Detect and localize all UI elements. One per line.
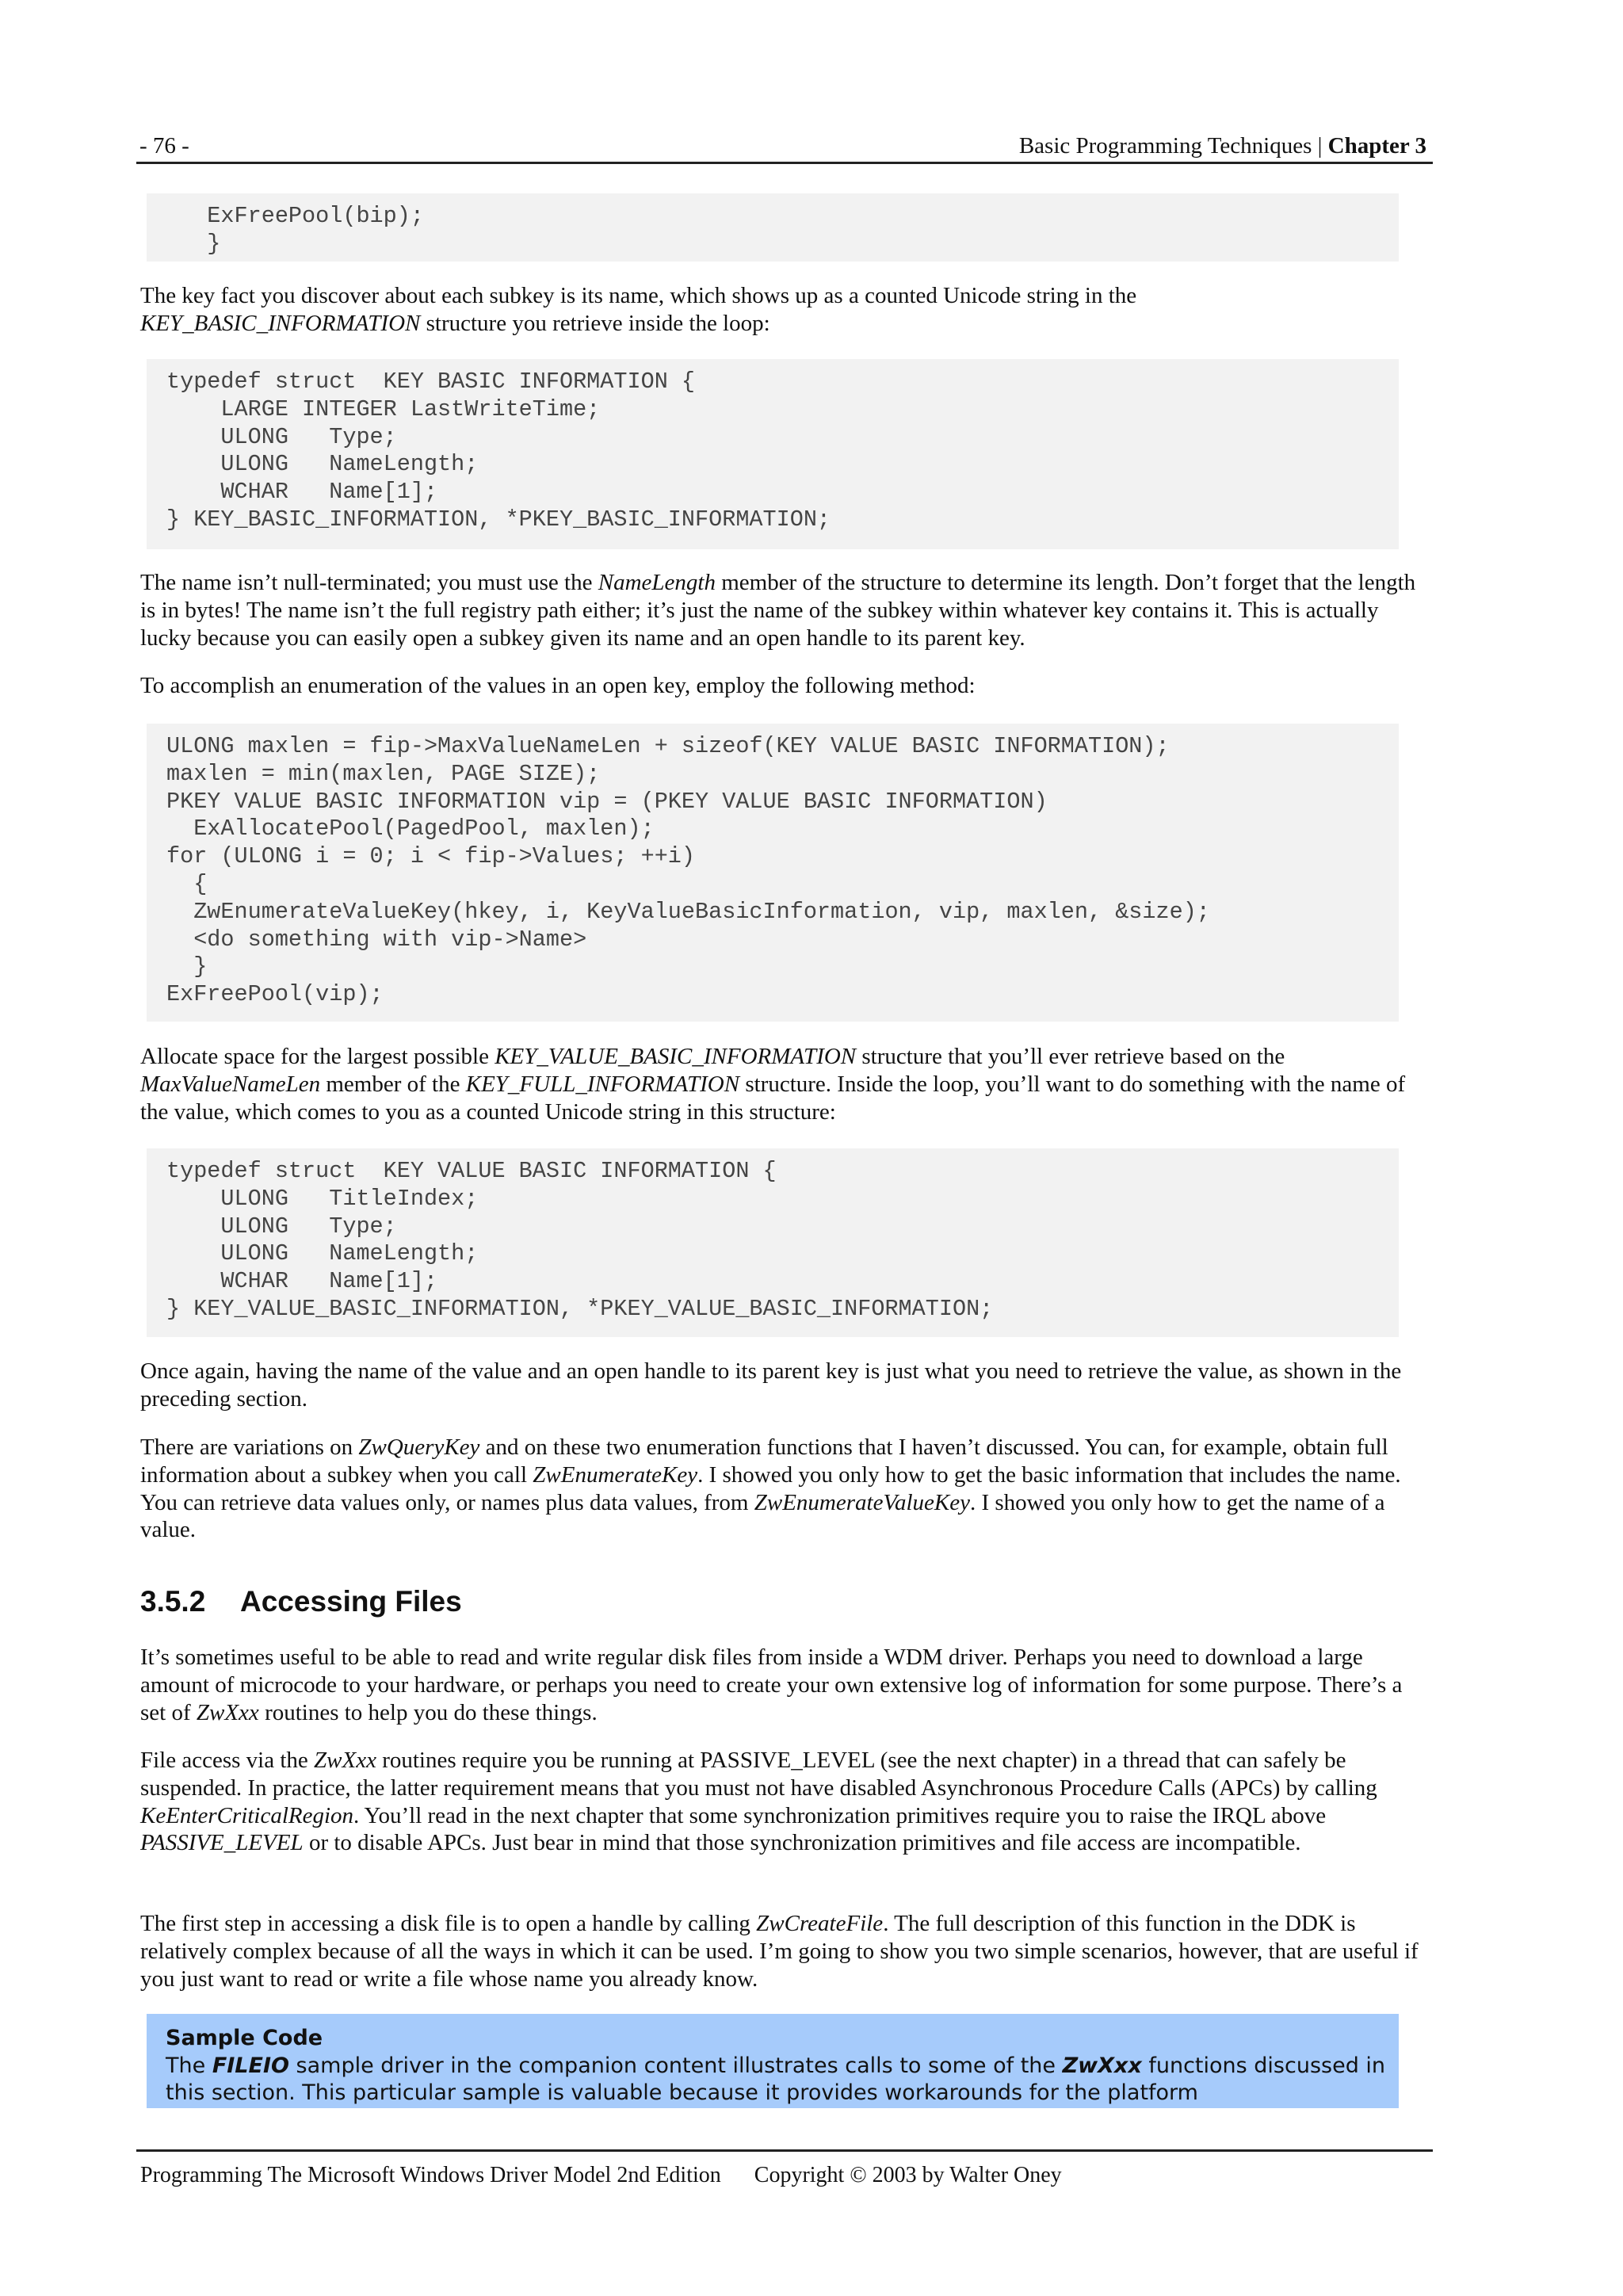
chapter-label: Chapter 3 bbox=[1327, 133, 1426, 159]
paragraph-enumerate-values: To accomplish an enumeration of the values in an open key, employ the following method: bbox=[140, 673, 976, 698]
code-block-key-value-basic-information: typedef struct KEY VALUE BASIC INFORMATION { ULONG TitleIndex; ULONG Type; ULONG NameLength; WCHAR Name[1]; } KEY_VALUE_BASIC_INFORMATION, *PKEY_VALUE_BASIC_INFORMATION; bbox=[147, 1148, 1399, 1337]
section-title: Basic Programming Techniques | bbox=[1018, 133, 1328, 159]
sample-code-title: Sample Code bbox=[166, 2026, 323, 2050]
sample-code-text: The FILEIO sample driver in the companion content illustrates calls to some of the ZwXxx functions discussed in this section. This particular sample is valuable because it provides workarounds for the platform bbox=[166, 2053, 1386, 2106]
footer-copyright: Copyright © 2003 by Walter Oney bbox=[754, 2163, 1062, 2187]
paragraph-allocate-space: Allocate space for the largest possible KEY_VALUE_BASIC_INFORMATION structure that you’ll ever retrieve based on the MaxValueNameLen member of the KEY_FULL_INFORMATION structure. Inside the loop, you’ll want to do something with the name of the value, which comes to you as a counted Unicode string in this structure: bbox=[140, 1044, 1406, 1125]
sample-code-box bbox=[147, 2014, 1399, 2108]
paragraph-disk-files: It’s sometimes useful to be able to read and write regular disk files from inside a WDM driver. Perhaps you need to download a large amount of microcode to your hardware, or perhaps you need to create your own extensive log of information for some purpose. There’s a set of ZwXxx routines to help you do these things. bbox=[140, 1645, 1403, 1725]
section-number: 3.5.2 bbox=[140, 1585, 206, 1618]
page-number: - 76 - bbox=[139, 133, 189, 159]
code-block-enumerate-values: ULONG maxlen = fip->MaxValueNameLen + sizeof(KEY VALUE BASIC INFORMATION); maxlen = min(maxlen, PAGE SIZE); PKEY VALUE BASIC INFORMATION vip = (PKEY VALUE BASIC INFORMATION) ExAllocatePool(PagedPool, maxlen); for (ULONG i = 0; i < fip->Values; ++i) { ZwEnumerateValueKey(hkey, i, KeyValueBasicInformation, vip, maxlen, &size); <do something with vip->Name> } ExFreePool(vip); bbox=[147, 724, 1399, 1022]
paragraph-variations: There are variations on ZwQueryKey and on these two enumeration functions that I haven’t discussed. You can, for example, obtain full information about a subkey when you call ZwEnumerateKey. I showed you only how to get the basic information that includes the name. You can retrieve data values only, or names plus data values, from ZwEnumerateValueKey. I showed you only how to get the name of a value. bbox=[140, 1435, 1401, 1543]
footer-book-title: Programming The Microsoft Windows Driver Model 2nd Edition bbox=[140, 2163, 721, 2187]
page-header bbox=[136, 130, 1433, 164]
section-heading bbox=[140, 1584, 462, 1620]
section-title-text: Accessing Files bbox=[240, 1585, 462, 1618]
paragraph-subkey-name: The key fact you discover about each subkey is its name, which shows up as a counted Unicode string in the KEY_BASIC_INFORMATION structure you retrieve inside the loop: bbox=[140, 283, 1137, 336]
paragraph-file-access: File access via the ZwXxx routines require you be running at PASSIVE_LEVEL (see the next chapter) in a thread that can safely be suspended. In practice, the latter requirement means that you must not have disabled Asynchronous Procedure Calls (APCs) by calling KeEnterCriticalRegion. You’ll read in the next chapter that some synchronization primitives require you to raise the IRQL above PASSIVE_LEVEL or to disable APCs. Just bear in mind that those synchronization primitives and file access are incompatible. bbox=[140, 1748, 1377, 1856]
footer-divider bbox=[136, 2149, 1433, 2152]
code-block-key-basic-information: typedef struct KEY BASIC INFORMATION { LARGE INTEGER LastWriteTime; ULONG Type; ULONG NameLength; WCHAR Name[1]; } KEY_BASIC_INFORMATION, *PKEY_BASIC_INFORMATION; bbox=[147, 359, 1399, 549]
code-block-exfreepool-bip: ExFreePool(bip); } bbox=[147, 193, 1399, 262]
paragraph-first-step: The first step in accessing a disk file is to open a handle by calling ZwCreateFile. The full description of this function in the DDK is relatively complex because of all the ways in which it can be used. I’m going to show you two simple scenarios, however, that are useful if you just want to read or write a file whose name you already know. bbox=[140, 1911, 1419, 1992]
page-footer bbox=[140, 2162, 1062, 2189]
running-title bbox=[1019, 130, 1426, 162]
paragraph-once-again: Once again, having the name of the value and an open handle to its parent key is just what you need to retrieve the value, as shown in the preceding section. bbox=[140, 1358, 1402, 1412]
paragraph-name-not-null-terminated: The name isn’t null-terminated; you must use the NameLength member of the structure to determine its length. Don’t forget that the length is in bytes! The name isn’t the full registry path either; it’s just the name of the subkey within whatever key contains it. This is actually lucky because you can easily open a subkey given its name and an open handle to its parent key. bbox=[140, 570, 1416, 651]
